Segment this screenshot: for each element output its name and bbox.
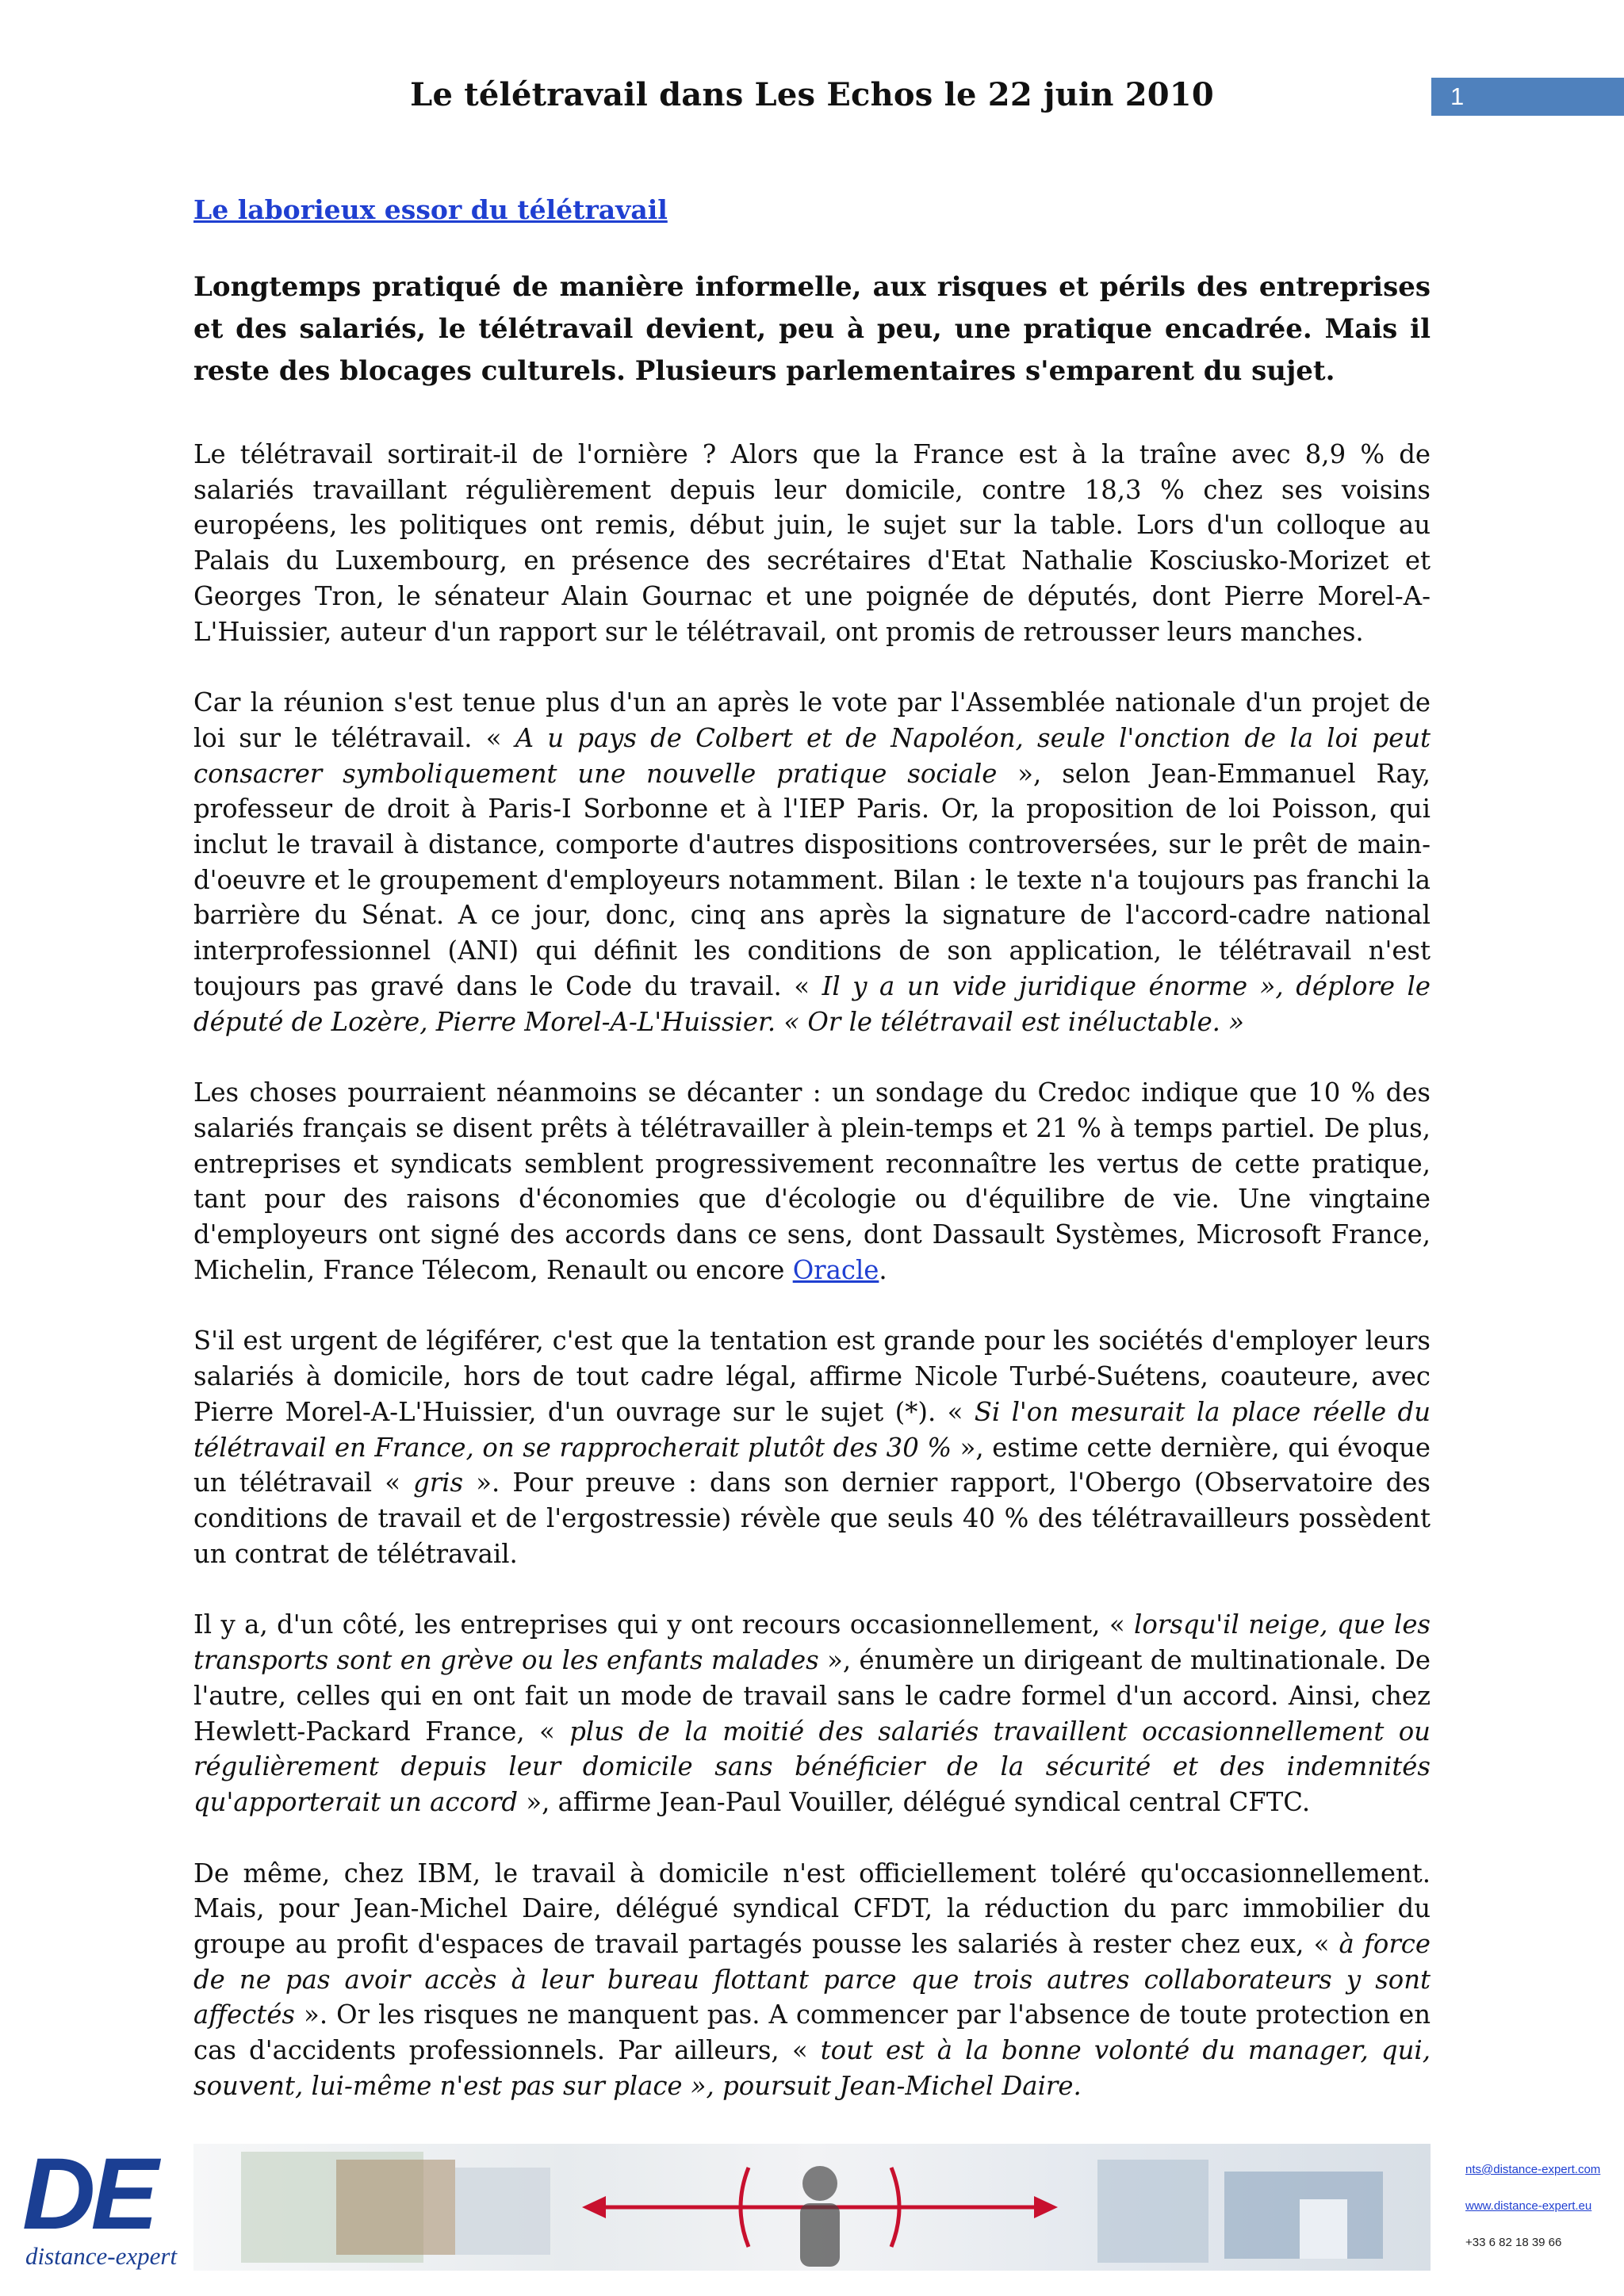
contact-website-link[interactable]: www.distance-expert.eu <box>1465 2199 1592 2213</box>
banner-person-body <box>800 2203 840 2267</box>
article-lead: Longtemps pratiqué de manière informelle, aux risques et périls des entreprises et des salariés, le télétravail devient, peu à peu, une pratique encadrée. Mais il reste des blocages culturels. Plusieurs parlementaires s'emparent du sujet. <box>193 271 1431 387</box>
paragraph-1: Le télétravail sortirait-il de l'ornière ? Alors que la France est à la traîne avec 8,9 % de salariés travaillant régulièrement depuis leur domicile, contre 18,3 % chez ses voisins européens, les politiques ont remis, début juin, le sujet sur la table. Lors d'un colloque au Palais du Luxembourg, en présence des secrétaires d'Etat Nathalie Kosciusko-Morizet et Georges Tron, le sénateur Alain Gournac et une poignée de députés, dont Pierre Morel-A-L'Huissier, auteur d'un rapport sur le télétravail, ont promis de retrousser leurs manches. <box>193 439 1431 647</box>
banner-photo-building <box>336 2160 455 2255</box>
banner-photo-office <box>1097 2160 1208 2263</box>
page-header-title: Le télétravail dans Les Echos le 22 juin 2010 <box>410 76 1214 113</box>
contact-email-link[interactable]: nts@distance-expert.com <box>1465 2163 1601 2176</box>
text-run: ». Pour preuve : dans son dernier rapport, l'Obergo (Observatoire des conditions de travail et de l'ergostressie) révèle que seuls 40 % des télétravailleurs possèdent un contrat de télétravail. <box>193 1468 1431 1569</box>
text-run: S'il est urgent de légiférer, c'est que la tentation est grande pour les sociétés d'employer leurs salariés à domicile, hors de tout cadre légal, affirme Nicole Turbé-Suétens, coauteure, avec Pierre Morel-A-L'Huissier, d'un ouvrage sur le sujet (*). « <box>193 1326 1431 1427</box>
quote-run: à force de ne pas avoir accès à leur bureau flottant parce que trois autres collaborateurs y sont affectés <box>193 1929 1431 2030</box>
text-run: De même, chez IBM, le travail à domicile n'est officiellement toléré qu'occasionnellement. Mais, pour Jean-Michel Daire, délégué syndical CFDT, la réduction du parc immobilier du groupe au profit d'espaces de travail partagés pousse les salariés à rester chez eux, « <box>193 1858 1431 1960</box>
quote-run: tout est à la bonne volonté du manager, qui, souvent, lui-même n'est pas sur place », poursuit Jean-Michel Daire. <box>193 2035 1431 2101</box>
contact-phone: +33 6 82 18 39 66 <box>1465 2236 1562 2249</box>
logo-letters-text: DE <box>22 2137 154 2251</box>
page-number-badge: 1 <box>1431 78 1624 116</box>
banner-arrow-left <box>582 2196 606 2218</box>
logo-letters <box>22 2137 154 2251</box>
logo-tagline: distance-expert <box>25 2242 178 2270</box>
banner-photo-doorway <box>1300 2199 1347 2259</box>
text-run: ». Or les risques ne manquent pas. A commencer par l'absence de toute protection en cas d'accidents professionnels. Par ailleurs, « <box>193 1999 1431 2066</box>
text-run: . <box>879 1254 887 1285</box>
text-run: Car la réunion s'est tenue plus d'un an après le vote par l'Assemblée nationale d'un projet de loi sur le télétravail. « <box>193 687 1431 753</box>
quote-run: plus de la moitié des salariés travaillent occasionnellement ou régulièrement depuis leur domicile sans bénéficier de la sécurité et des indemnités qu'apporterait un accord <box>193 1716 1431 1817</box>
footer-banner-image <box>193 2144 1431 2271</box>
quote-run: Si l'on mesurait la place réelle du télétravail en France, on se rapprocherait plutôt des 30 % <box>193 1396 1431 1463</box>
paragraph-3 <box>193 1075 1431 1288</box>
paragraph-2 <box>193 685 1431 1039</box>
text-run: Les choses pourraient néanmoins se décanter : un sondage du Credoc indique que 10 % des salariés français se disent prêts à télétravailler à plein-temps et 21 % à temps partiel. De plus, entreprises et syndicats semblent progressivement reconnaître les vertus de cette pratique, tant pour des raisons d'économies que d'écologie ou d'équilibre de vie. Une vingtaine d'employeurs ont signé des accords dans ce sens, dont Dassault Systèmes, Microsoft France, Michelin, France Télecom, Renault ou encore <box>193 1077 1431 1285</box>
quote-run: gris <box>413 1468 464 1498</box>
paragraph-6 <box>193 1856 1431 2104</box>
paragraph-4 <box>193 1323 1431 1571</box>
quote-run: A u pays de Colbert et de Napoléon, seule l'onction de la loi peut consacrer symboliquement une nouvelle pratique sociale <box>193 722 1431 789</box>
banner-arrow-right <box>1034 2196 1058 2218</box>
distance-expert-logo <box>22 2137 181 2270</box>
text-run: Il y a, d'un côté, les entreprises qui y ont recours occasionnellement, « <box>193 1609 1135 1640</box>
banner-photo-desk <box>455 2168 550 2255</box>
text-run: », selon Jean-Emmanuel Ray, professeur de droit à Paris-I Sorbonne et à l'IEP Paris. Or, la proposition de loi Poisson, qui inclut le travail à distance, comporte d'autres dispositions controversées, sur le prêt de main-d'oeuvre et le groupement d'employeurs notamment. Bilan : le texte n'a toujours pas franchi la barrière du Sénat. A ce jour, donc, cinq ans après la signature de l'accord-cadre national interprofessionnel (ANI) qui définit les conditions de son application, le télétravail n'est toujours pas gravé dans le Code du travail. « <box>193 758 1431 1001</box>
text-run: », énumère un dirigeant de multinationale. De l'autre, celles qui en ont fait un mode de travail sans le cadre formel d'un accord. Ainsi, chez Hewlett-Packard France, « <box>193 1645 1431 1747</box>
quote-run: Il y a un vide juridique énorme », déplore le député de Lozère, Pierre Morel-A-L'Huissier. « Or le télétravail est inéluctable. » <box>193 970 1431 1037</box>
article-title-link[interactable]: Le laborieux essor du télétravail <box>193 194 668 225</box>
text-run: », affirme Jean-Paul Vouiller, délégué syndical central CFTC. <box>518 1786 1311 1817</box>
text-run: », estime cette dernière, qui évoque un télétravail « <box>193 1432 1431 1498</box>
banner-illustration <box>193 2144 1431 2271</box>
banner-person-head <box>802 2166 837 2201</box>
paragraph-5 <box>193 1607 1431 1820</box>
quote-run: lorsqu'il neige, que les transports sont en grève ou les enfants malades <box>193 1609 1431 1676</box>
page-footer <box>0 2133 1624 2296</box>
article-body <box>193 190 1431 2140</box>
oracle-link[interactable]: Oracle <box>792 1254 879 1285</box>
